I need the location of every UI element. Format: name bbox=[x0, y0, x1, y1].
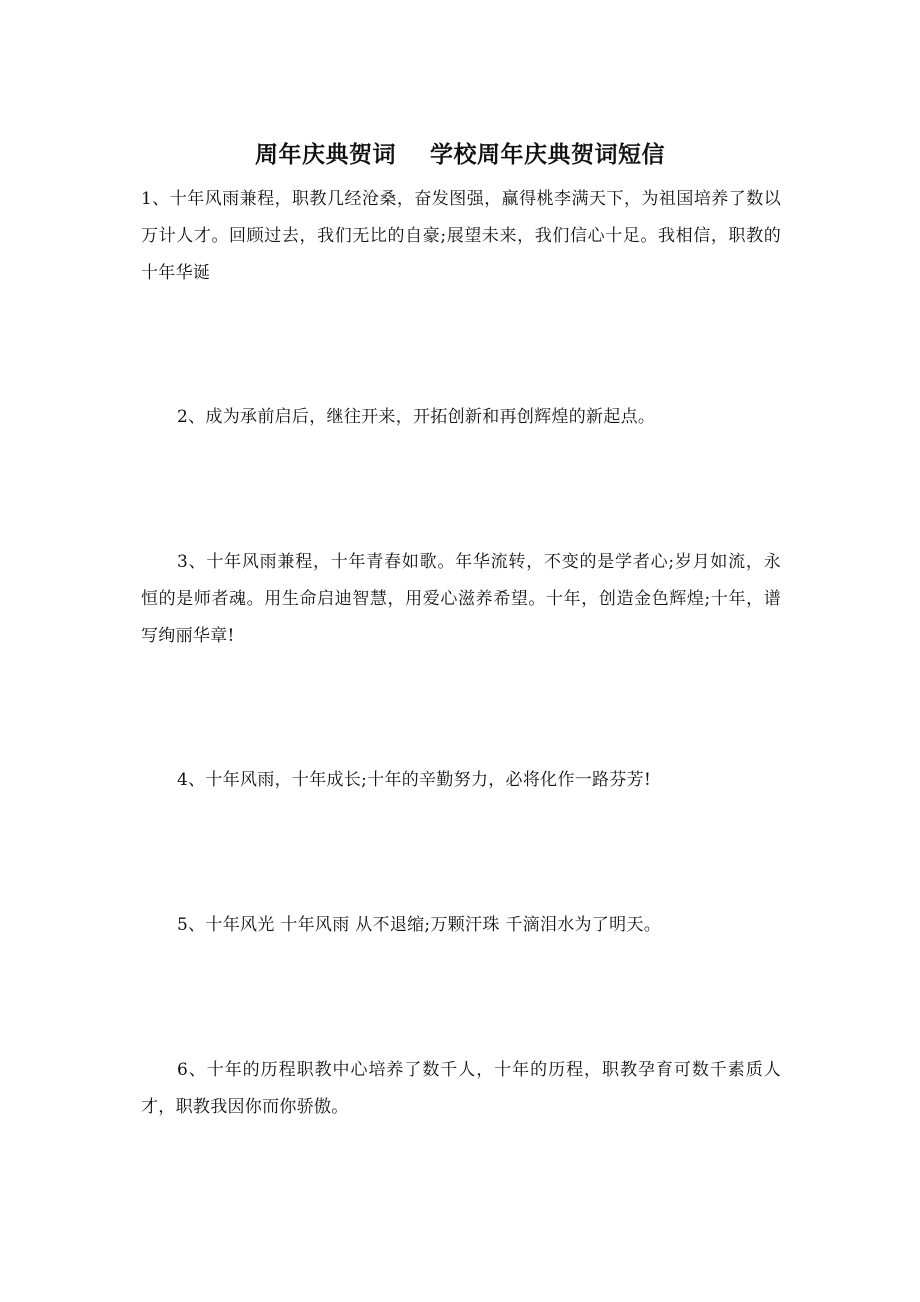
paragraph-2: 2、成为承前启后，继往开来，开拓创新和再创辉煌的新起点。 bbox=[177, 407, 656, 427]
document-title: 周年庆典贺词 学校周年庆典贺词短信 bbox=[254, 141, 666, 168]
paragraph-1: 1、十年风雨兼程，职教几经沧桑，奋发图强，赢得桃李满天下，为祖国培养了数以万计人才。回顾过去，我们无比的自豪;展望未来，我们信心十足。我相信，职教的十年华诞 bbox=[141, 189, 781, 283]
paragraph-6: 6、十年的历程职教中心培养了数千人，十年的历程，职教孕育可数千素质人才，职教我因你而你骄傲。 bbox=[141, 1060, 781, 1117]
paragraph-3: 3、十年风雨兼程，十年青春如歌。年华流转，不变的是学者心;岁月如流，永恒的是师者魂。用生命启迪智慧，用爱心滋养希望。十年，创造金色辉煌;十年，谱写绚丽华章! bbox=[141, 552, 781, 646]
paragraph-4: 4、十年风雨，十年成长;十年的辛勤努力，必将化作一路芬芳! bbox=[177, 770, 652, 790]
paragraph-5: 5、十年风光 十年风雨 从不退缩;万颗汗珠 千滴泪水为了明天。 bbox=[177, 915, 662, 935]
